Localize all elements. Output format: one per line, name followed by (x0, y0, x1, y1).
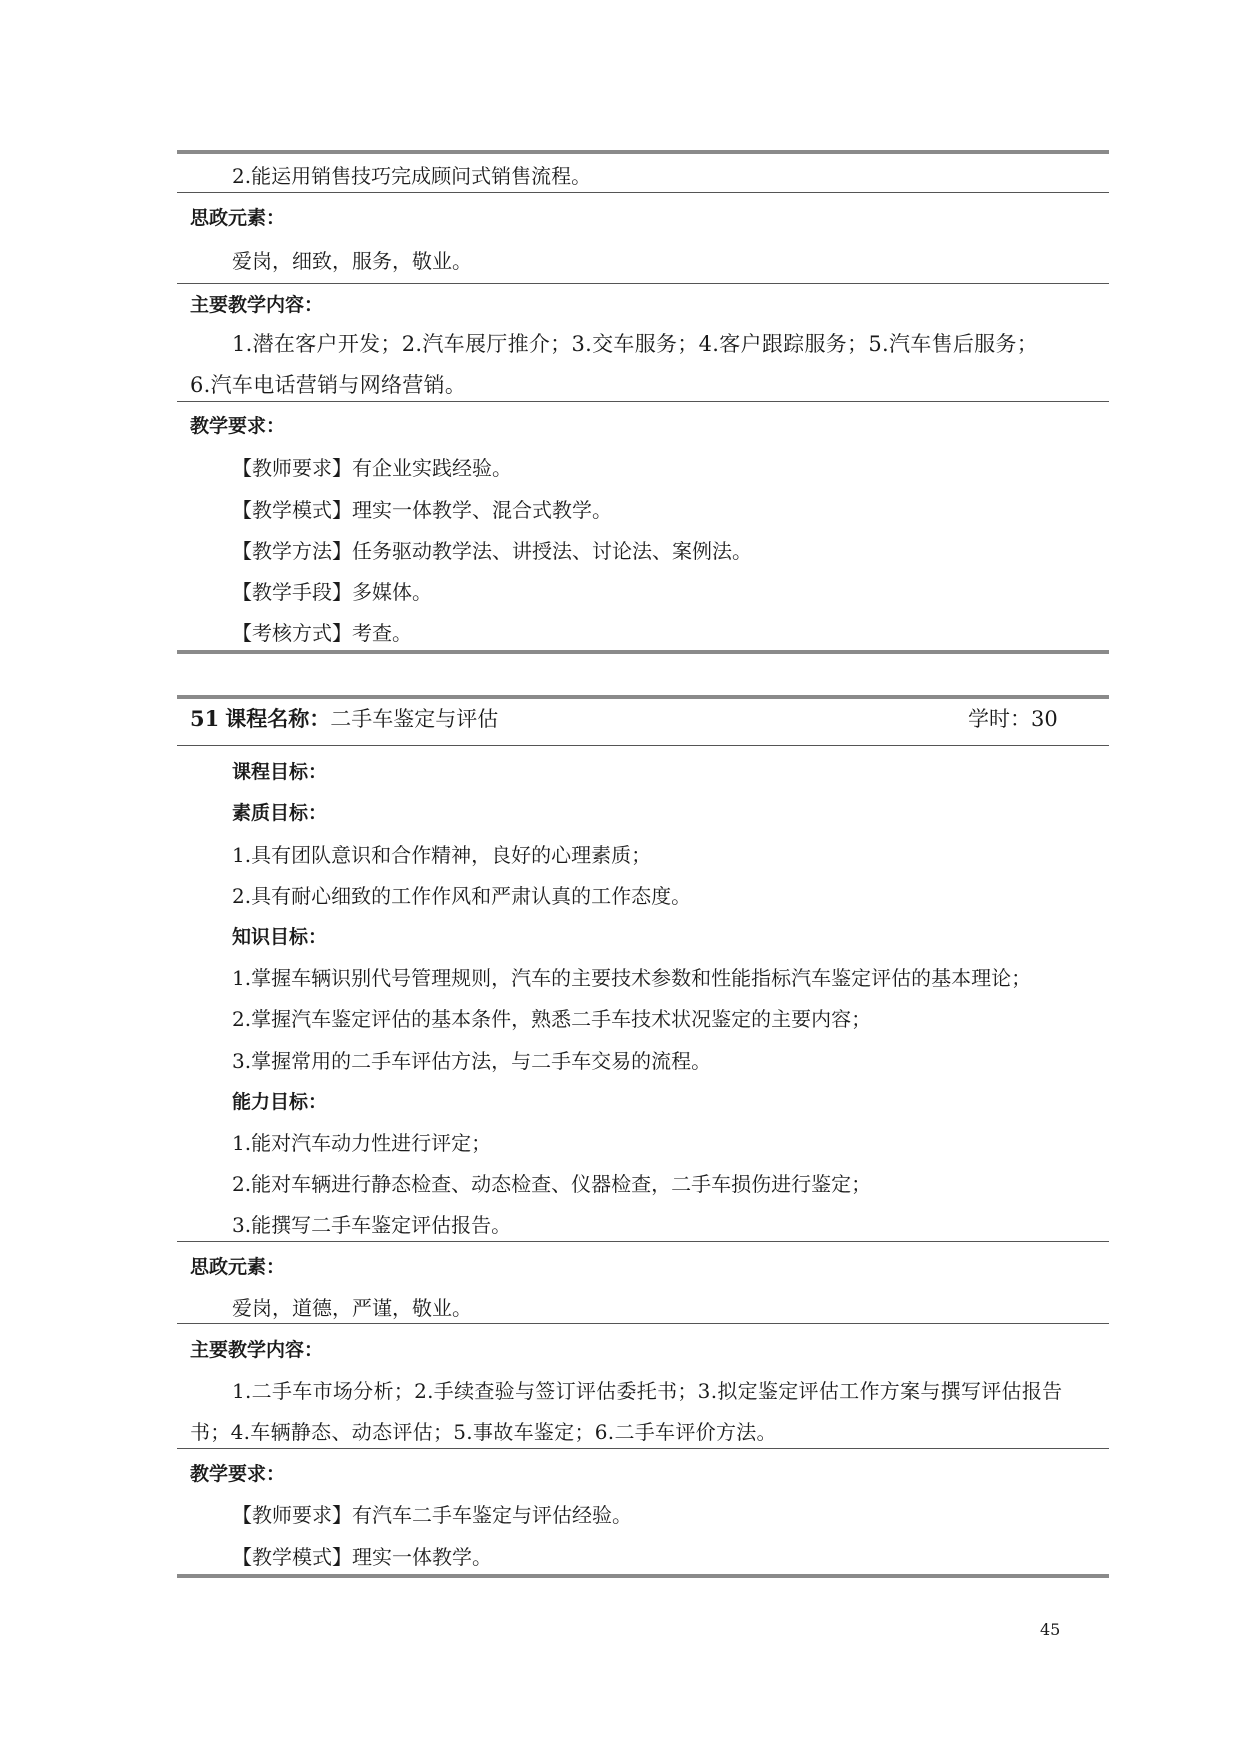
content-heading: 主要教学内容： (190, 1339, 324, 1361)
table-border-bottom (177, 1574, 1109, 1578)
content-line: 1.潜在客户开发；2.汽车展厅推介；3.交车服务；4.客户跟踪服务；5.汽车售后服务； (232, 332, 1039, 356)
ideology-text: 爱岗，道德，严谨，敬业。 (232, 1296, 472, 1320)
requirements-heading: 教学要求： (190, 415, 286, 437)
ability-item: 1.能对汽车动力性进行评定； (232, 1131, 492, 1155)
course-name-label: 课程名称： (225, 706, 331, 731)
knowledge-item: 2.掌握汽车鉴定评估的基本条件，熟悉二手车技术状况鉴定的主要内容； (232, 1007, 872, 1031)
quality-item: 2.具有耐心细致的工作作风和严肃认真的工作态度。 (232, 884, 692, 908)
hours-label: 学时： (968, 707, 1031, 731)
requirement-teacher: 【教师要求】有企业实践经验。 (232, 456, 512, 480)
ability-heading: 能力目标： (232, 1091, 328, 1113)
table-border-bottom (177, 650, 1109, 654)
course-hours (968, 705, 1058, 733)
ideology-heading: 思政元素： (190, 207, 286, 229)
row-divider (177, 1241, 1109, 1242)
requirement-means: 【教学手段】多媒体。 (232, 580, 432, 604)
ability-item: 2.能对车辆进行静态检查、动态检查、仪器检查，二手车损伤进行鉴定； (232, 1172, 872, 1196)
knowledge-item: 1.掌握车辆识别代号管理规则，汽车的主要技术参数和性能指标汽车鉴定评估的基本理论； (232, 966, 1032, 990)
table-border-top (177, 695, 1109, 699)
row-divider (177, 745, 1109, 746)
row-divider (177, 401, 1109, 402)
knowledge-heading: 知识目标： (232, 926, 328, 948)
row-divider (177, 1448, 1109, 1449)
course-name: 二手车鉴定与评估 (330, 707, 499, 731)
requirements-heading: 教学要求： (190, 1463, 286, 1485)
quality-heading: 素质目标： (232, 802, 328, 824)
goals-heading: 课程目标： (232, 761, 328, 783)
content-line: 6.汽车电话营销与网络营销。 (190, 373, 467, 397)
row-divider (177, 192, 1109, 193)
course-number: 51 (190, 706, 220, 731)
requirement-teacher: 【教师要求】有汽车二手车鉴定与评估经验。 (232, 1503, 632, 1527)
ideology-text: 爱岗，细致，服务，敬业。 (232, 249, 472, 273)
requirement-mode: 【教学模式】理实一体教学。 (232, 1545, 492, 1569)
requirement-method: 【教学方法】任务驱动教学法、讲授法、讨论法、案例法。 (232, 539, 752, 563)
row-divider (177, 1323, 1109, 1324)
ability-item: 2.能运用销售技巧完成顾问式销售流程。 (232, 164, 592, 188)
content-heading: 主要教学内容： (190, 294, 324, 316)
content-line: 1.二手车市场分析；2.手续查验与签订评估委托书；3.拟定鉴定评估工作方案与撰写评估报告 (232, 1379, 1063, 1403)
course-title (190, 705, 498, 733)
hours-value: 30 (1031, 707, 1058, 731)
page-number: 45 (1040, 1620, 1061, 1639)
table-border-top (177, 150, 1109, 154)
requirement-assessment: 【考核方式】考查。 (232, 621, 412, 645)
quality-item: 1.具有团队意识和合作精神，良好的心理素质； (232, 843, 652, 867)
ideology-heading: 思政元素： (190, 1256, 286, 1278)
ability-item: 3.能撰写二手车鉴定评估报告。 (232, 1213, 512, 1237)
requirement-mode: 【教学模式】理实一体教学、混合式教学。 (232, 498, 612, 522)
content-line: 书；4.车辆静态、动态评估；5.事故车鉴定；6.二手车评价方法。 (190, 1420, 777, 1444)
knowledge-item: 3.掌握常用的二手车评估方法，与二手车交易的流程。 (232, 1049, 712, 1073)
row-divider (177, 283, 1109, 284)
